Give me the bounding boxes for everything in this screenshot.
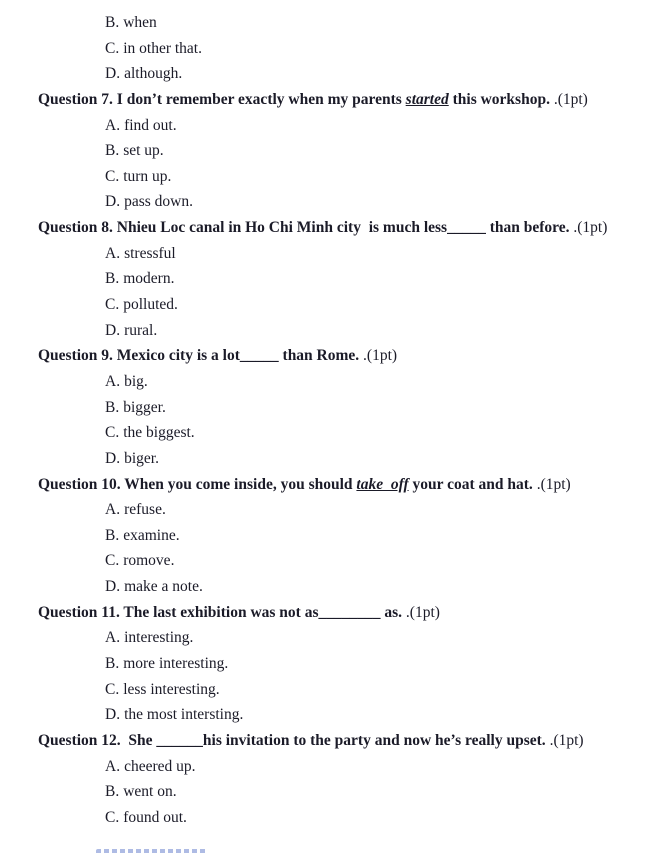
option-text: make a note. — [124, 578, 203, 596]
option-text: found out. — [123, 808, 187, 826]
option-text: turn up. — [123, 167, 172, 185]
option-text: refuse. — [124, 501, 166, 519]
option-label: A. — [105, 501, 121, 519]
question-header-10 — [0, 472, 653, 498]
option-text: examine. — [123, 526, 180, 544]
option-label: D. — [105, 449, 121, 467]
option-text: find out. — [124, 116, 177, 134]
option-label: C. — [105, 552, 120, 570]
option-label: A. — [105, 629, 121, 647]
option-text: stressful — [124, 244, 176, 262]
option-label: C. — [105, 296, 120, 314]
question-header-11 — [0, 600, 653, 626]
question-option — [0, 523, 653, 549]
question-text-segment: Question 12. She ______his invitation to the party and now he’s really upset. — [38, 731, 546, 749]
option-label: B. — [105, 655, 120, 673]
option-label: B. — [105, 270, 120, 288]
option-label: D. — [105, 706, 121, 724]
option-text: the biggest. — [123, 424, 195, 442]
question-option — [0, 164, 653, 190]
option-label: D. — [105, 578, 121, 596]
option-text: the most intersting. — [124, 706, 244, 724]
option-label: A. — [105, 757, 121, 775]
cutoff-text-fragment — [96, 849, 208, 853]
option-label: A. — [105, 244, 121, 262]
question-header-7 — [0, 87, 653, 113]
question-text-segment: Question 10. When you come inside, you should — [38, 475, 357, 493]
option-text: romove. — [123, 552, 175, 570]
question-option — [0, 574, 653, 600]
option-text: set up. — [123, 142, 164, 160]
question-option — [0, 548, 653, 574]
option-label: C. — [105, 680, 120, 698]
option-label: D. — [105, 193, 121, 211]
option-text: bigger. — [123, 398, 166, 416]
option-label: D. — [105, 65, 121, 83]
option-label: B. — [105, 14, 120, 31]
question-option — [0, 36, 653, 62]
option-text: modern. — [123, 270, 175, 288]
option-text: polluted. — [123, 296, 178, 314]
question-option — [0, 779, 653, 805]
option-label: B. — [105, 142, 120, 160]
option-label: C. — [105, 39, 120, 57]
question-text-segment: your coat and hat. — [408, 475, 533, 493]
question-option — [0, 395, 653, 421]
question-text-segment: .(1pt) — [569, 219, 608, 237]
question-option — [0, 702, 653, 728]
option-label: D. — [105, 321, 121, 339]
option-text: more interesting. — [123, 655, 229, 673]
question-text-segment: .(1pt) — [545, 731, 584, 749]
option-label: C. — [105, 808, 120, 826]
question-text-segment: this workshop. — [448, 90, 550, 108]
question-option — [0, 113, 653, 139]
question-option — [0, 369, 653, 395]
option-text: although. — [124, 65, 183, 83]
question-option — [0, 10, 653, 36]
option-label: C. — [105, 424, 120, 442]
option-text: when — [123, 14, 157, 31]
question-text-segment: .(1pt) — [359, 347, 398, 365]
option-label: A. — [105, 116, 121, 134]
question-text-segment: Question 8. Nhieu Loc canal in Ho Chi Minh city is much less_____ than before. — [38, 219, 570, 237]
option-label: B. — [105, 398, 120, 416]
question-text-segment: Question 9. Mexico city is a lot_____ than Rome. — [38, 347, 360, 365]
option-text: pass down. — [124, 193, 193, 211]
question-option — [0, 266, 653, 292]
option-text: went on. — [123, 783, 177, 801]
question-option — [0, 805, 653, 831]
question-option — [0, 292, 653, 318]
option-text: cheered up. — [124, 757, 196, 775]
question-header-12 — [0, 728, 653, 754]
question-text-segment: .(1pt) — [532, 475, 571, 493]
question-option — [0, 138, 653, 164]
question-text-segment: take off — [356, 475, 409, 493]
option-text: big. — [124, 372, 148, 390]
question-text-segment: Question 7. I don’t remember exactly when my parents — [38, 90, 406, 108]
question-option — [0, 754, 653, 780]
question-option — [0, 189, 653, 215]
question-header-9 — [0, 343, 653, 369]
option-label: B. — [105, 783, 120, 801]
question-text-segment: started — [405, 90, 449, 108]
question-option — [0, 625, 653, 651]
option-label: C. — [105, 167, 120, 185]
question-option — [0, 241, 653, 267]
question-text-segment: .(1pt) — [549, 90, 588, 108]
cutoff-text-fragment-bar — [96, 849, 208, 853]
question-option — [0, 420, 653, 446]
question-option — [0, 446, 653, 472]
question-option — [0, 651, 653, 677]
option-text: biger. — [124, 449, 159, 467]
question-text-segment: Question 11. The last exhibition was not as________ as. — [38, 603, 403, 621]
option-text: rural. — [124, 321, 158, 339]
question-header-8 — [0, 215, 653, 241]
option-text: interesting. — [124, 629, 194, 647]
question-option — [0, 318, 653, 344]
question-option — [0, 61, 653, 87]
option-text: less interesting. — [123, 680, 220, 698]
question-option — [0, 497, 653, 523]
option-label: B. — [105, 526, 120, 544]
exam-content — [0, 10, 653, 831]
option-label: A. — [105, 372, 121, 390]
option-text: in other that. — [123, 39, 202, 57]
question-option — [0, 677, 653, 703]
question-text-segment: .(1pt) — [402, 603, 440, 621]
